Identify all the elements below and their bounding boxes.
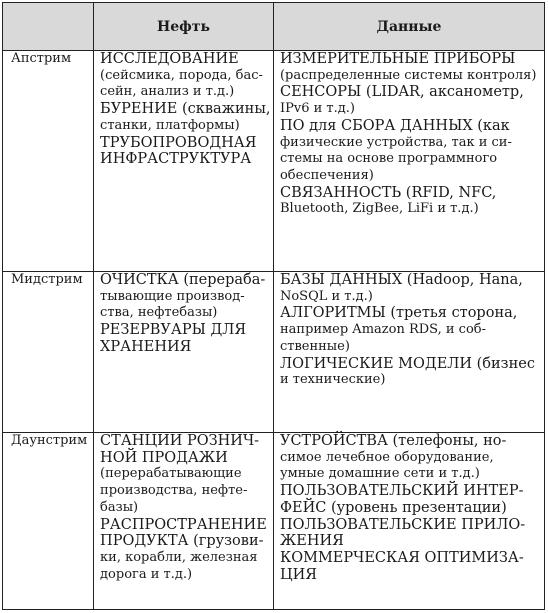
cell-line: (распределенные системы контроля) — [279, 67, 537, 83]
data-cell — [273, 272, 544, 433]
cell-line: IPv6 и т.д.) — [279, 101, 355, 117]
row-label: Апстрим — [3, 51, 94, 272]
cell-line: ПОЛЬЗОВАТЕЛЬСКИЕ ПРИЛО- — [279, 516, 526, 533]
oil-cell — [94, 272, 274, 433]
cell-line: станки, платформы) — [100, 117, 240, 133]
cell-line: производства, нефте- — [100, 483, 248, 499]
cell-line: СТАНЦИИ РОЗНИЧ- — [100, 433, 260, 449]
header-row — [3, 3, 545, 51]
cell-line: например Amazon RDS, и соб- — [279, 322, 486, 338]
oil-cell — [94, 51, 274, 272]
cell-line: обеспечения) — [279, 167, 374, 183]
cell-line: ЖЕНИЯ — [279, 533, 344, 550]
table-row-downstream — [3, 433, 545, 610]
cell-line: ФЕЙС (уровень презентации) — [279, 499, 507, 516]
cell-line: Bluetooth, ZigBee, LiFi и т.д.) — [279, 201, 479, 217]
cell-line: СЕНСОРЫ (LIDAR, аксанометр, — [279, 84, 524, 101]
cell-line: ОЧИСТКА (перераба- — [100, 272, 266, 288]
cell-line: ПРОДУКТА (грузови- — [100, 533, 264, 550]
cell-line: симое лечебное оборудование, — [279, 449, 494, 465]
cell-line: дорога и т.д.) — [100, 566, 193, 582]
cell-line: БАЗЫ ДАННЫХ (Hadoop, Hana, — [279, 272, 523, 288]
cell-line: ПО для СБОРА ДАННЫХ (как — [279, 117, 510, 134]
cell-line: СВЯЗАННОСТЬ (RFID, NFC, — [279, 184, 497, 201]
cell-line: стемы на основе программного — [279, 151, 498, 167]
cell-line: РЕЗЕРВУАРЫ ДЛЯ — [100, 322, 247, 339]
header-oil: Нефть — [94, 3, 274, 51]
data-cell — [273, 433, 544, 610]
cell-line: ИССЛЕДОВАНИЕ — [100, 51, 239, 67]
oil-vs-data-table — [2, 2, 545, 610]
row-label: Даунстрим — [3, 433, 94, 610]
cell-line: РАСПРОСТРАНЕНИЕ — [100, 516, 267, 533]
cell-line: физические устройства, так и си- — [279, 134, 512, 150]
cell-line: БУРЕНИЕ (скважины, — [100, 101, 271, 118]
cell-line: КОММЕРЧЕСКАЯ ОПТИМИЗА- — [279, 549, 524, 566]
cell-line: ЛОГИЧЕСКИЕ МОДЕЛИ (бизнес — [279, 355, 535, 372]
cell-line: тывающие производ- — [100, 288, 245, 304]
cell-line: НОЙ ПРОДАЖИ — [100, 449, 228, 466]
header-data: Данные — [273, 3, 544, 51]
cell-line: умные домашние сети и т.д.) — [279, 466, 480, 482]
cell-line: ки, корабли, железная — [100, 549, 258, 565]
cell-line: ИНФРАСТРУКТУРА — [100, 151, 252, 168]
cell-line: ства, нефтебазы) — [100, 305, 218, 321]
cell-line: NoSQL и т.д.) — [279, 288, 373, 304]
cell-line: ственные) — [279, 338, 350, 354]
cell-line: ИЗМЕРИТЕЛЬНЫЕ ПРИБОРЫ — [279, 51, 516, 67]
row-label: Мидстрим — [3, 272, 94, 433]
cell-line: (сейсмика, порода, бас- — [100, 67, 263, 83]
cell-line: АЛГОРИТМЫ (третья сторона, — [279, 305, 518, 322]
cell-line: (перерабатывающие — [100, 466, 242, 482]
cell-line: сейн, анализ и т.д.) — [100, 84, 235, 100]
cell-line: и технические) — [279, 372, 386, 388]
table-row-midstream — [3, 272, 545, 433]
cell-line: УСТРОЙСТВА (телефоны, но- — [279, 433, 507, 449]
cell-line: ТРУБОПРОВОДНАЯ — [100, 134, 257, 151]
cell-line: ХРАНЕНИЯ — [100, 338, 192, 355]
cell-line: ПОЛЬЗОВАТЕЛЬСКИЙ ИНТЕР- — [279, 483, 524, 500]
table-row-upstream — [3, 51, 545, 272]
cell-line: базы) — [100, 499, 139, 515]
data-cell — [273, 51, 544, 272]
header-empty — [3, 3, 94, 51]
oil-cell — [94, 433, 274, 610]
cell-line: ЦИЯ — [279, 566, 317, 583]
